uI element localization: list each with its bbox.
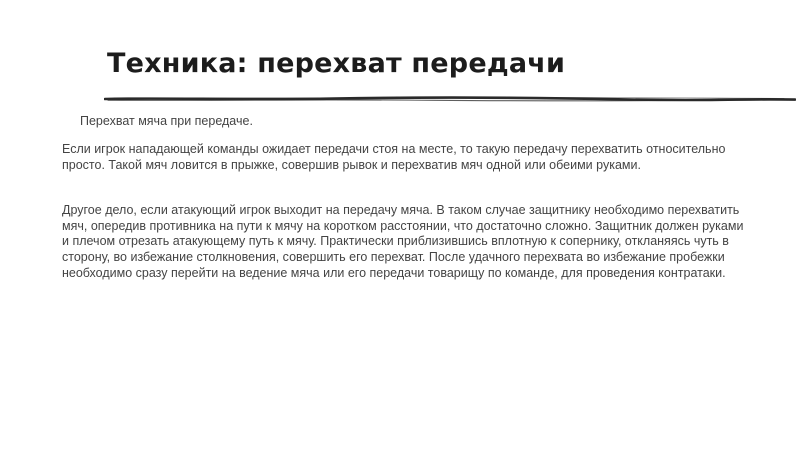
slide-title: Техника: перехват передачи: [107, 48, 566, 79]
brush-divider: [104, 95, 796, 103]
body-paragraph-1: Если игрок нападающей команды ожидает передачи стоя на месте, то такую передачу перехватить относительно просто. Такой мяч ловится в прыжке, совершив рывок и перехватив мяч одной или обеими руками.: [62, 142, 726, 172]
body-paragraph-2: Другое дело, если атакующий игрок выходит на передачу мяча. В таком случае защитнику необходимо перехватить мяч, опередив противника на пути к мячу на коротком расстоянии, что достаточно сложно. Защитник должен руками и плечом отрезать атакующему путь к мячу. Практически приблизившись вплотную к сопернику, откланяясь чуть в сторону, во избежание столкновения, совершить его перехват. После удачного перехвата во избежание пробежки необходимо сразу перейти на ведение мяча или его передачи товарищу по команде, для проведения контратаки.: [62, 203, 744, 280]
slide-subtitle: Перехват мяча при передаче.: [80, 114, 253, 128]
